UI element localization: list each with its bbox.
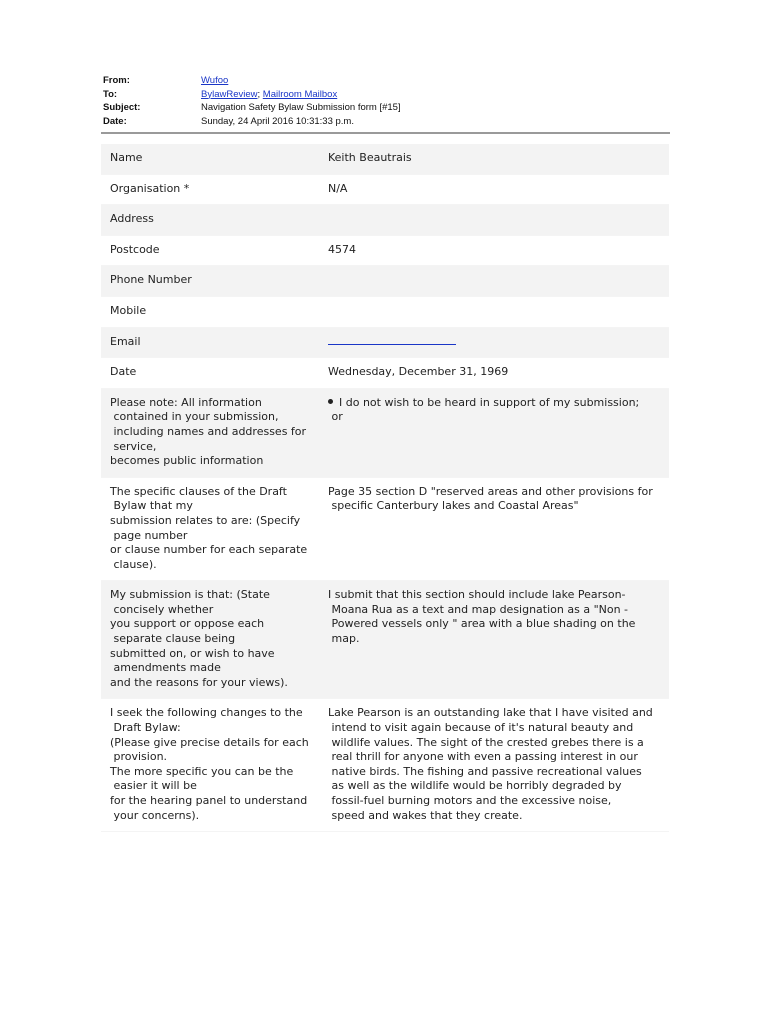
organisation-label: Organisation * [110, 181, 190, 195]
form-row-organisation [101, 175, 669, 206]
from-row [103, 74, 669, 88]
mobile-value [328, 304, 669, 319]
date-value: Sunday, 24 April 2016 10:31:33 p.m. [201, 115, 354, 127]
changes-value: Lake Pearson is an outstanding lake that I have visited and intend to visit again because of it's natural beauty and wildlife values. The sight of the crested grebes there is a real thrill for anyone with even a passing interest in our native birds. The fishing and passive recreational values as well as the wildlife would be horribly degraded by fossil-fuel burning motors and the excessive noise, speed and wakes that they create. [328, 706, 653, 822]
public-info-answer: I do not wish to be heard in support of my submission; or [331, 395, 640, 424]
form-row-mobile [101, 297, 669, 328]
form-row-address [101, 205, 669, 236]
to-separator: ; [257, 88, 263, 100]
phone-label: Phone Number [110, 273, 192, 287]
from-link[interactable]: Wufoo [201, 75, 229, 86]
address-value [328, 212, 669, 227]
form-row-email [101, 328, 669, 359]
email-label: Email [110, 334, 141, 348]
submission-form-table [101, 144, 669, 832]
date-row [103, 115, 669, 129]
subject-value: Navigation Safety Bylaw Submission form [#15] [201, 102, 401, 113]
form-row-postcode [101, 236, 669, 267]
bullet-icon [328, 399, 333, 404]
date-label: Date: [103, 115, 127, 127]
mobile-label: Mobile [110, 303, 147, 317]
phone-value [328, 273, 669, 288]
public-info-value [328, 396, 669, 469]
name-label: Name [110, 151, 143, 164]
to-link-bylawreview[interactable]: BylawReview [201, 88, 258, 100]
form-row-date [101, 358, 669, 389]
clauses-label: The specific clauses of the Draft Bylaw that my submission relates to are: (Specify page number or clause number for each separate clause). [110, 484, 308, 571]
date-field-value: Wednesday, December 31, 1969 [328, 365, 509, 379]
form-row-submission [101, 581, 669, 699]
address-label: Address [110, 212, 154, 226]
form-row-phone [101, 266, 669, 297]
to-link-mailroom[interactable]: Mailroom Mailbox [262, 88, 338, 100]
subject-label: Subject: [103, 102, 141, 113]
email-link[interactable] [328, 335, 456, 345]
changes-label: I seek the following changes to the Draft Bylaw: (Please give precise details for each provision. The more specific you can be the easier it will be for the hearing panel to understand your concerns). [110, 706, 309, 822]
to-row [103, 88, 669, 102]
email-value [328, 335, 669, 350]
clauses-value: Page 35 section D "reserved areas and other provisions for specific Canterbury lakes and Coastal Areas" [328, 484, 653, 513]
email-header [103, 74, 669, 128]
form-row-clauses [101, 478, 669, 582]
postcode-label: Postcode [110, 242, 160, 256]
subject-row [103, 101, 669, 115]
header-divider [101, 132, 670, 134]
form-row-name [101, 144, 669, 175]
submission-value: I submit that this section should include lake Pearson- Moana Rua as a text and map designation as a "Non - Powered vessels only " area with a blue shading on the map. [328, 588, 636, 646]
public-info-label: Please note: All information contained in your submission, including names and addresses for service, becomes public information [110, 395, 307, 468]
name-value: Keith Beautrais [328, 151, 412, 164]
submission-label: My submission is that: (State concisely whether you support or oppose each separate clause being submitted on, or wish to have amendments made and the reasons for your views). [110, 588, 288, 689]
form-row-changes [101, 699, 669, 832]
organisation-value: N/A [328, 181, 348, 195]
date-field-label: Date [110, 365, 137, 379]
postcode-value: 4574 [328, 242, 356, 256]
from-label: From: [103, 75, 130, 86]
to-label: To: [103, 88, 118, 100]
form-row-public-info [101, 389, 669, 478]
